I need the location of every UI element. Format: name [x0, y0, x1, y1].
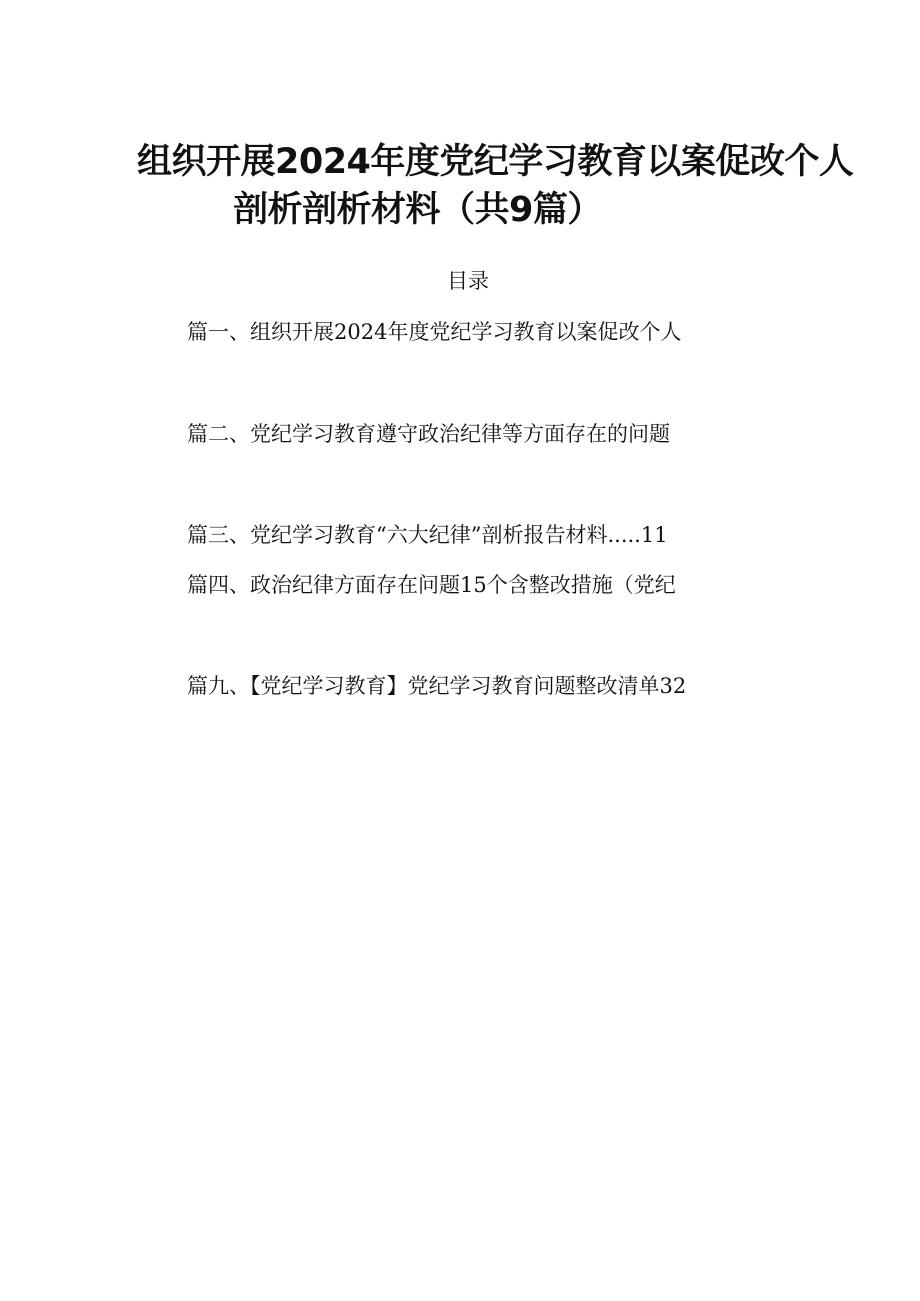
- toc-entry[interactable]: 篇九、【党纪学习教育】党纪学习教育问题整改清单32: [187, 674, 687, 698]
- document-title-line-2: 剖析剖析材料（共9篇）: [233, 190, 602, 230]
- toc-heading: 目录: [447, 269, 489, 293]
- toc-entry[interactable]: 篇二、党纪学习教育遵守政治纪律等方面存在的问题: [187, 422, 670, 446]
- toc-entry[interactable]: 篇四、政治纪律方面存在问题15个含整改措施（党纪: [187, 573, 676, 597]
- toc-entry[interactable]: 篇一、组织开展2024年度党纪学习教育以案促改个人: [187, 320, 682, 344]
- document-title-line-1: 组织开展2024年度党纪学习教育以案促改个人: [137, 142, 854, 182]
- toc-entry[interactable]: 篇三、党纪学习教育“六大纪律”剖析报告材料.....11: [187, 523, 668, 547]
